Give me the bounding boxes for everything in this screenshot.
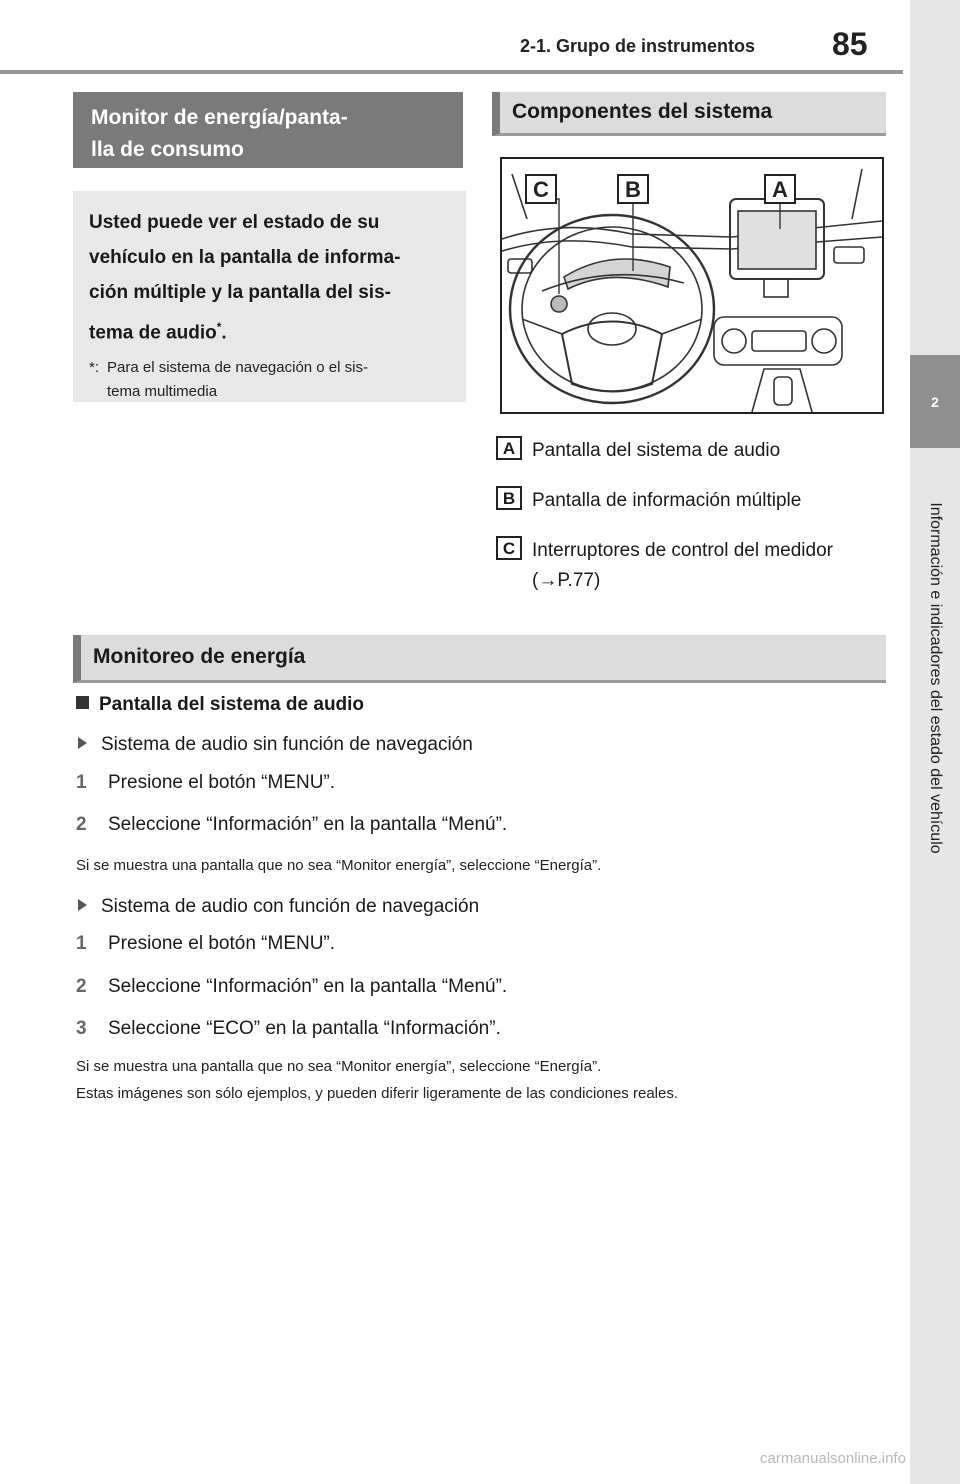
bullet-with-navigation-text: Sistema de audio con función de navegación <box>101 896 480 917</box>
step-2a <box>76 814 507 836</box>
dashboard-drawing <box>502 159 882 412</box>
footnote-line-2: tema multimedia <box>107 383 218 401</box>
callout-item-c <box>496 536 892 596</box>
watermark: carmanualsonline.info <box>760 1450 906 1467</box>
step-text: Seleccione “Información” en la pantalla “Menú”. <box>108 976 508 997</box>
step-number: 2 <box>76 814 87 835</box>
audio-screen-subheading-text: Pantalla del sistema de audio <box>99 694 365 715</box>
energy-monitoring-title: Monitoreo de energía <box>93 645 306 668</box>
callout-label-c: C <box>533 177 549 202</box>
header-divider <box>0 70 903 74</box>
callout-text-a: Pantalla del sistema de audio <box>532 440 781 461</box>
step-1a <box>76 772 335 794</box>
intro-line-1: Usted puede ver el estado de su <box>89 212 380 233</box>
side-tab-upper <box>910 0 960 355</box>
callout-item-a <box>496 436 892 466</box>
step-number: 2 <box>76 976 87 997</box>
footnote <box>89 356 450 404</box>
note-disclaimer: Estas imágenes son sólo ejemplos, y pueden diferir ligeramente de las condiciones reales. <box>76 1085 678 1102</box>
intro-box <box>73 191 466 402</box>
footnote-line-1: Para el sistema de navegación o el sis- <box>107 359 368 377</box>
footnote-marker: * <box>216 320 222 334</box>
system-components-title: Componentes del sistema <box>512 100 773 123</box>
note-energy-1: Si se muestra una pantalla que no sea “Monitor energía”, seleccione “Energía”. <box>76 857 602 874</box>
callout-item-b <box>496 486 892 516</box>
dashboard-illustration <box>500 157 884 414</box>
page-number: 85 <box>832 26 868 62</box>
system-components-heading <box>492 92 886 136</box>
chapter-number: 2 <box>931 393 939 410</box>
step-text: Presione el botón “MENU”. <box>108 772 336 793</box>
callout-text-c <box>532 536 892 596</box>
footnote-text <box>107 356 368 404</box>
intro-line-3: ción múltiple y la pantalla del sis- <box>89 282 391 303</box>
callout-letter-c: C <box>496 536 522 560</box>
step-text: Presione el botón “MENU”. <box>108 933 336 954</box>
step-number: 3 <box>76 1018 87 1039</box>
triangle-bullet-icon <box>78 737 87 749</box>
bullet-no-navigation-text: Sistema de audio sin función de navegación <box>101 734 473 755</box>
audio-screen-subheading <box>76 694 364 716</box>
energy-monitor-heading-line1: Monitor de energía/panta- <box>91 106 348 129</box>
page-reference-link[interactable]: (→P.77) <box>532 570 601 591</box>
callout-label-b: B <box>625 177 641 202</box>
step-text: Seleccione “Información” en la pantalla “Menú”. <box>108 814 508 835</box>
step-1b <box>76 933 335 955</box>
callout-text-b: Pantalla de información múltiple <box>532 490 802 511</box>
bullet-with-navigation <box>78 896 479 918</box>
square-bullet-icon <box>76 696 89 709</box>
chapter-number-tab <box>910 355 960 448</box>
callout-letter-a: A <box>496 436 522 460</box>
callout-text-c-main: Interruptores de control del medidor <box>532 540 833 561</box>
step-text: Seleccione “ECO” en la pantalla “Información”. <box>108 1018 501 1039</box>
step-2b <box>76 976 507 998</box>
chapter-title-vertical: Información e indicadores del estado del vehículo <box>927 502 944 854</box>
callout-letter-b: B <box>496 486 522 510</box>
energy-monitor-heading <box>73 92 463 168</box>
step-3b <box>76 1018 501 1040</box>
section-header-title: 2-1. Grupo de instrumentos <box>520 36 756 56</box>
intro-line-2: vehículo en la pantalla de informa- <box>89 247 401 268</box>
energy-monitor-heading-line2: lla de consumo <box>91 138 244 161</box>
step-number: 1 <box>76 772 87 793</box>
intro-period: . <box>221 322 227 344</box>
energy-monitoring-heading <box>73 635 886 683</box>
note-energy-2: Si se muestra una pantalla que no sea “Monitor energía”, seleccione “Energía”. <box>76 1058 602 1075</box>
step-number: 1 <box>76 933 87 954</box>
footnote-mark: *: <box>89 359 100 377</box>
triangle-bullet-icon <box>78 899 87 911</box>
intro-line-4 <box>89 310 450 350</box>
callout-label-a: A <box>772 177 788 202</box>
bullet-no-navigation <box>78 734 473 756</box>
intro-last-text: tema de audio <box>89 322 217 344</box>
